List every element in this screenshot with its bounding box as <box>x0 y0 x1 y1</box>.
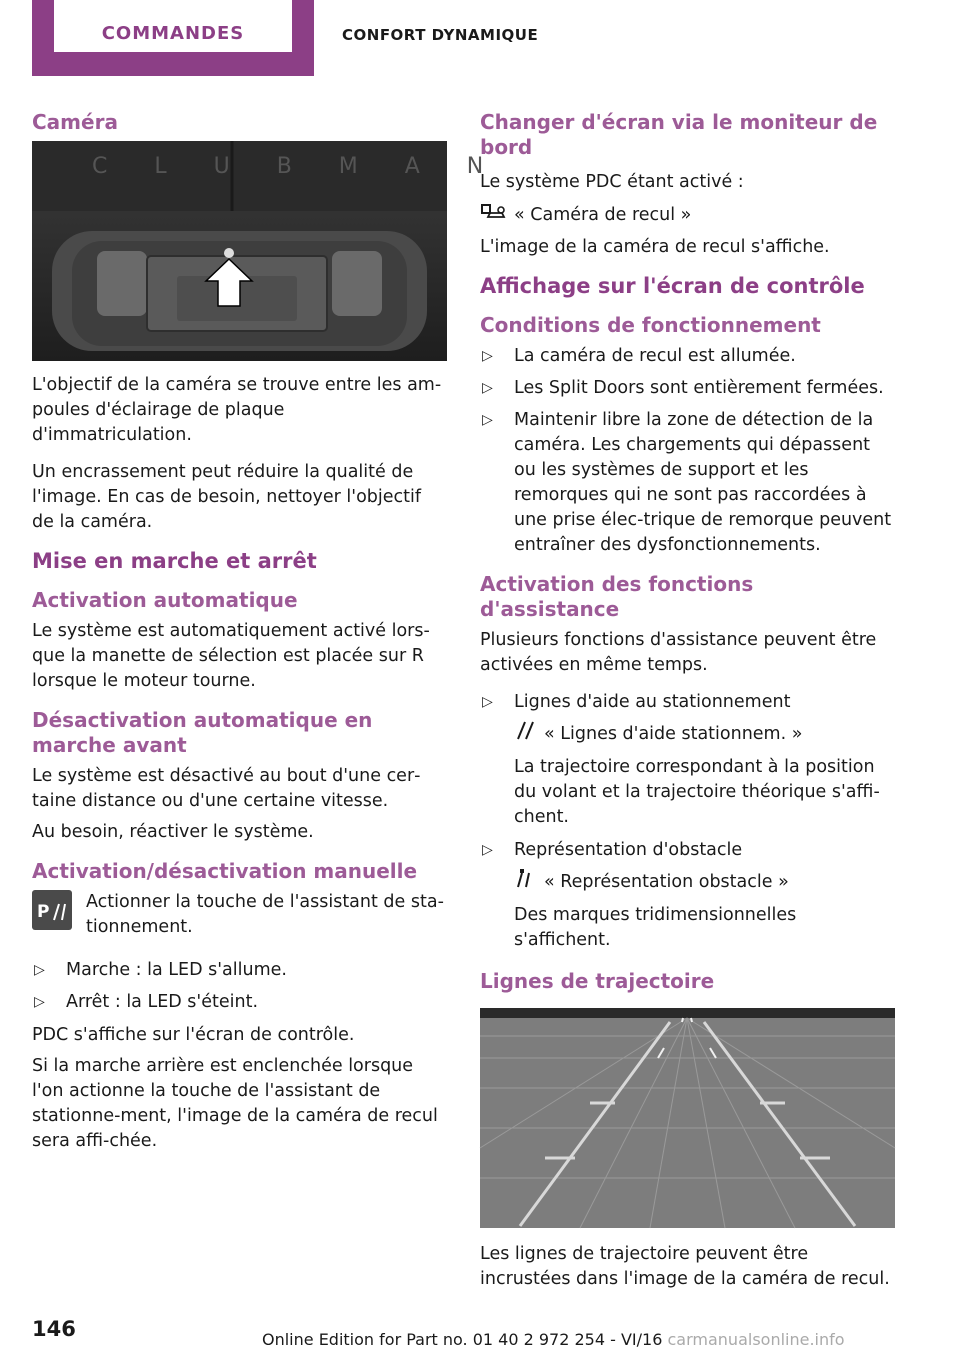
paragraph-reactiver: Au besoin, réactiver le système. <box>32 822 314 842</box>
camera-menu-label: « Caméra de recul » <box>514 204 692 225</box>
assist-functions-list <box>480 690 895 953</box>
camera-menu-entry <box>480 201 895 229</box>
rear-camera-icon <box>480 201 506 229</box>
heading-affichage: Affichage sur l'écran de contrôle <box>480 274 865 298</box>
badge-text: C L U B M A N <box>92 154 504 179</box>
paragraph-image-affiche: L'image de la caméra de recul s'affiche. <box>480 237 830 257</box>
conditions-list <box>480 344 895 558</box>
heading-manuelle: Activation/désactivation manuelle <box>32 859 418 883</box>
section-tab <box>32 0 314 76</box>
paragraph-marche-arriere: Si la marche arrière est enclenchée lorsque l'on actionne la touche de l'assistant de stationne‐ment, l'image de la caméra de recul sera affi‐chée. <box>32 1056 438 1151</box>
heading-lignes: Lignes de trajectoire <box>480 969 715 993</box>
heading-camera: Caméra <box>32 110 118 134</box>
heading-changer: Changer d'écran via le moniteur de bord <box>480 110 878 159</box>
heading-desactivation: Désactivation automatique en marche avant <box>32 708 373 757</box>
list-item: ▷ Marche : la LED s'allume. <box>32 958 447 983</box>
led-state-list <box>32 958 447 1015</box>
paragraph-plusieurs: Plusieurs fonctions d'assistance peuvent être activées en même temps. <box>480 630 877 675</box>
heading-activation-auto: Activation automatique <box>32 588 298 612</box>
list-item <box>480 690 895 830</box>
list-item: ▷ Maintenir libre la zone de détection de la caméra. Les chargements qui dépassent ou les systèmes de support et les remorques qui ne sont pas raccordées à une prise élec‐trique de remorque peuvent entraîner des dysfonctionnements. <box>482 410 892 555</box>
watermark-text: carmanualsonline.info <box>667 1330 845 1349</box>
assist-label: Représentation d'obstacle <box>514 840 743 860</box>
paragraph-actionner: Actionner la touche de l'assistant de sta‐tionnement. <box>86 892 444 937</box>
triangle-bullet-icon: ▷ <box>34 994 45 1010</box>
parking-lines-menu-entry <box>514 719 895 749</box>
triangle-bullet-icon: ▷ <box>482 842 493 858</box>
obstacle-menu-label: « Représentation obstacle » <box>544 871 789 892</box>
assist-description: La trajectoire correspondant à la position du volant et la trajectoire théorique s'affi‐chent. <box>514 757 880 827</box>
heading-fonctions: Activation des fonctions d'assistance <box>480 572 754 621</box>
paragraph-pdc: PDC s'affiche sur l'écran de contrôle. <box>32 1025 355 1045</box>
paragraph-encrassement: Un encrassement peut réduire la qualité de l'image. En cas de besoin, nettoyer l'objectif de la caméra. <box>32 462 422 532</box>
right-column <box>480 110 895 1304</box>
left-column <box>32 110 504 1166</box>
triangle-bullet-icon: ▷ <box>482 348 493 364</box>
heading-marche-arret: Mise en marche et arrêt <box>32 549 317 573</box>
obstacle-marking-icon <box>514 867 536 897</box>
assist-description: Des marques tridimensionnelles s'affichent. <box>514 905 797 950</box>
assist-label: Lignes d'aide au stationnement <box>514 692 791 712</box>
paragraph-desactivation: Le système est désactivé au bout d'une cer‐taine distance ou d'une certaine vitesse. <box>32 766 421 811</box>
obstacle-menu-entry <box>514 867 895 897</box>
heading-conditions: Conditions de fonctionnement <box>480 313 821 337</box>
section-tab-label: COMMANDES <box>54 0 292 52</box>
list-item: ▷ Arrêt : la LED s'éteint. <box>32 990 447 1015</box>
parking-lines-menu-label: « Lignes d'aide stationnem. » <box>544 723 803 744</box>
svg-text:P: P <box>37 902 50 922</box>
paragraph-objectif: L'objectif de la caméra se trouve entre les am‐poules d'éclairage de plaque d'immatriculation. <box>32 375 442 445</box>
list-item <box>480 838 895 953</box>
parking-assist-button-icon <box>32 890 72 934</box>
parking-assist-instruction <box>32 890 447 940</box>
paragraph-pdc-active: Le système PDC étant activé : <box>480 172 744 192</box>
paragraph-activation-auto: Le système est automatiquement activé lors‐que la manette de sélection est placée sur R lorsque le moteur tourne. <box>32 621 430 691</box>
triangle-bullet-icon: ▷ <box>482 380 493 396</box>
trajectory-lines-illustration <box>480 1008 895 1228</box>
subsection-tab-label: CONFORT DYNAMIQUE <box>342 26 539 44</box>
triangle-bullet-icon: ▷ <box>482 694 493 710</box>
footer-edition <box>262 1330 845 1349</box>
camera-location-photo <box>32 141 504 361</box>
triangle-bullet-icon: ▷ <box>482 412 493 428</box>
parking-lines-icon <box>514 719 536 749</box>
paragraph-lignes: Les lignes de trajectoire peuvent être incrustées dans l'image de la caméra de recul. <box>480 1244 890 1289</box>
edition-text: Online Edition for Part no. 01 40 2 972 254 - VI/16 <box>262 1330 663 1349</box>
page-number: 146 <box>32 1317 76 1341</box>
list-item: ▷ La caméra de recul est allumée. <box>480 344 895 369</box>
triangle-bullet-icon: ▷ <box>34 962 45 978</box>
list-item: ▷ Les Split Doors sont entièrement fermées. <box>480 376 895 401</box>
